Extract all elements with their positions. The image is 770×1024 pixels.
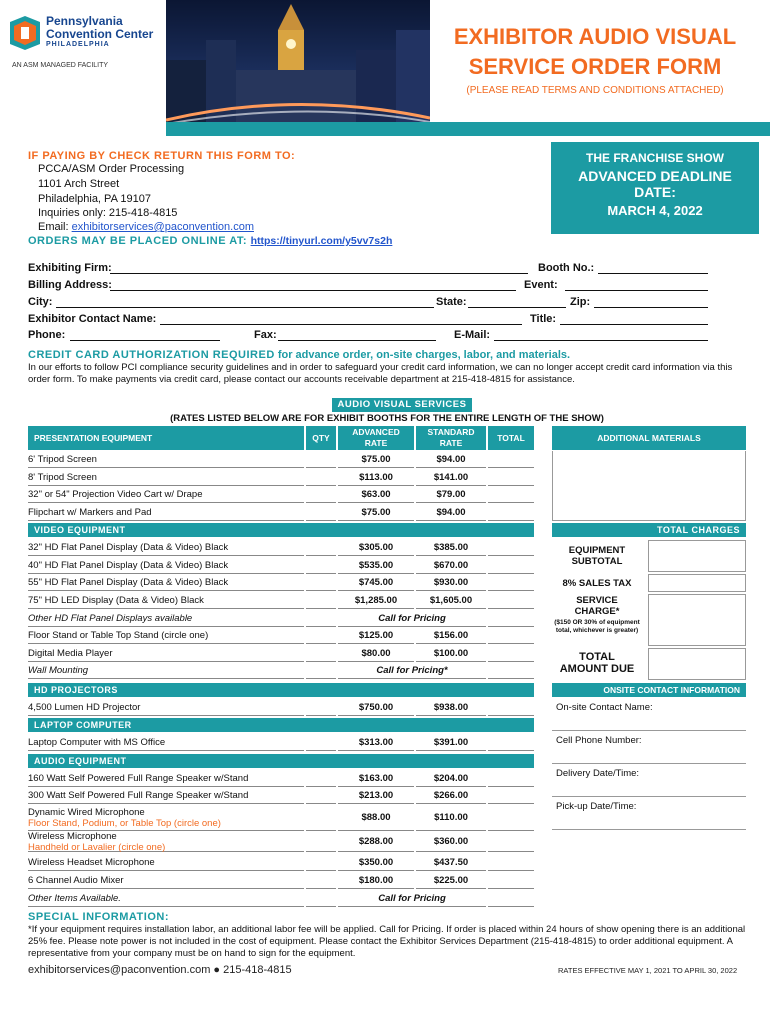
city-label: City: <box>28 296 53 308</box>
equipment-label: Digital Media Player <box>28 647 113 659</box>
service-charge-line2: CHARGE* <box>574 606 620 617</box>
total-due-box[interactable] <box>648 648 746 680</box>
email-field-label: E-Mail: <box>454 329 491 341</box>
advanced-rate: $305.00 <box>338 539 414 556</box>
show-name: THE FRANCHISE SHOW <box>586 151 724 165</box>
equipment-name <box>28 854 304 871</box>
qty-input[interactable] <box>306 592 336 609</box>
deadline-label-1: ADVANCED DEADLINE <box>578 168 732 184</box>
equipment-name <box>28 486 304 503</box>
qty-input[interactable] <box>306 787 336 804</box>
booth-input-line[interactable] <box>598 273 708 274</box>
logo-text-line3: PHILADELPHIA <box>46 41 110 48</box>
section-video: VIDEO EQUIPMENT <box>28 523 534 537</box>
equipment-label: Wall Mounting <box>28 664 89 676</box>
equipment-label: 75" HD LED Display (Data & Video) Black <box>28 594 204 606</box>
standard-rate: $79.00 <box>416 486 486 503</box>
qty-input[interactable] <box>306 539 336 556</box>
equipment-label: 6' Tripod Screen <box>28 453 97 465</box>
advanced-rate: $350.00 <box>338 854 414 871</box>
footer-rates-effective: RATES EFFECTIVE MAY 1, 2021 TO APRIL 30, 2022 <box>558 966 738 975</box>
advanced-rate: $535.00 <box>338 557 414 574</box>
row-total-input[interactable] <box>488 645 534 662</box>
advanced-rate: $313.00 <box>338 734 414 751</box>
onsite-contact-header: ONSITE CONTACT INFORMATION <box>552 683 746 697</box>
qty-input[interactable] <box>306 645 336 662</box>
state-input-line[interactable] <box>468 307 566 308</box>
logo-text-line2: Convention Center <box>46 27 154 41</box>
sales-tax-box[interactable] <box>648 574 746 592</box>
advanced-rate: $75.00 <box>338 504 414 521</box>
form-title-line1: EXHIBITOR AUDIO VISUAL <box>453 24 737 49</box>
contact-input-line[interactable] <box>160 324 522 325</box>
onsite-delivery-label: Delivery Date/Time: <box>556 768 640 779</box>
equipment-label: Wireless Headset Microphone <box>28 856 155 868</box>
equip-subtotal-label <box>552 545 642 567</box>
row-total-input[interactable] <box>488 662 534 679</box>
mail-line-4: Inquiries only: 215-418-4815 <box>38 207 178 219</box>
equipment-name <box>28 557 304 574</box>
advanced-rate: $75.00 <box>338 451 414 468</box>
phone-input-line[interactable] <box>70 340 220 341</box>
standard-rate: $156.00 <box>416 627 486 644</box>
zip-input-line[interactable] <box>594 307 708 308</box>
qty-input[interactable] <box>306 734 336 751</box>
equipment-note: Floor Stand, Podium, or Table Top (circle one) <box>28 817 221 829</box>
standard-rate: $204.00 <box>416 770 486 787</box>
equipment-name <box>28 574 304 591</box>
col-standard-line1: STANDARD <box>427 427 475 437</box>
row-total-input[interactable] <box>488 557 534 574</box>
equipment-name <box>28 890 304 907</box>
advanced-rate: $63.00 <box>338 486 414 503</box>
form-title-line2: SERVICE ORDER FORM <box>468 54 722 79</box>
qty-input[interactable] <box>306 610 336 627</box>
qty-input[interactable] <box>306 469 336 486</box>
standard-rate: $938.00 <box>416 699 486 716</box>
logo-text-line1: Pennsylvania <box>46 14 123 28</box>
special-info-body: *If your equipment requires installation labor, an additional labor fee will be applied. Call for Pricing. If order is placed within 24 hours of show opening there is an additional 25% fee. Please note power is not included in the cost of equipment. Please contact the Exhibitor Services Department (215-418-4815) to order additional equipment. A representative from your company must be on hand to sign for the equipment. <box>28 924 746 959</box>
title-label: Title: <box>530 313 557 325</box>
mail-line-1: PCCA/ASM Order Processing <box>38 163 185 175</box>
row-total-input[interactable] <box>488 854 534 871</box>
mail-line-3: Philadelphia, PA 19107 <box>38 193 151 205</box>
col-additional-header: ADDITIONAL MATERIALS <box>552 426 746 450</box>
city-night-illustration <box>166 0 430 126</box>
col-total-header: TOTAL <box>488 426 534 450</box>
total-due-line1: TOTAL <box>579 651 615 663</box>
service-charge-label <box>552 595 642 635</box>
advanced-rate: $1,285.00 <box>338 592 414 609</box>
credit-body: In our efforts to follow PCI compliance security guidelines and in order to safeguard your credit card information, we can no longer accept credit card information via this order form. To make payments via credit card, please contact our accounts receivable department at 215-418-4815 for assistance. <box>28 362 733 385</box>
equipment-name <box>28 787 304 804</box>
qty-input[interactable] <box>306 872 336 889</box>
equipment-label: 8' Tripod Screen <box>28 471 97 483</box>
col-qty-header: QTY <box>306 426 336 450</box>
billing-input-line[interactable] <box>110 290 516 291</box>
onsite-cell-field[interactable] <box>552 732 746 764</box>
additional-materials-box[interactable] <box>552 451 746 521</box>
col-standard-line2: RATE <box>439 438 463 448</box>
equipment-label: 4,500 Lumen HD Projector <box>28 701 141 713</box>
section-audio: AUDIO EQUIPMENT <box>28 754 534 768</box>
standard-rate: $670.00 <box>416 557 486 574</box>
firm-input-line[interactable] <box>110 273 528 274</box>
advanced-rate: $88.00 <box>338 805 414 831</box>
mail-line-2: 1101 Arch Street <box>38 178 120 190</box>
billing-label: Billing Address: <box>28 279 112 291</box>
online-order-label: ORDERS MAY BE PLACED ONLINE AT: <box>28 235 251 247</box>
total-due-label <box>552 651 642 675</box>
equipment-label: 6 Channel Audio Mixer <box>28 874 124 886</box>
row-total-input[interactable] <box>488 627 534 644</box>
firm-label: Exhibiting Firm: <box>28 262 112 274</box>
equipment-name <box>28 451 304 468</box>
col-advanced-header <box>338 426 414 450</box>
deadline-box <box>551 142 759 234</box>
standard-rate: $930.00 <box>416 574 486 591</box>
equipment-name <box>28 539 304 556</box>
booth-label: Booth No.: <box>538 262 595 274</box>
standard-rate: $1,605.00 <box>416 592 486 609</box>
qty-input[interactable] <box>306 662 336 679</box>
row-total-input[interactable] <box>488 770 534 787</box>
call-for-pricing: Call for Pricing <box>338 890 486 907</box>
standard-rate: $391.00 <box>416 734 486 751</box>
standard-rate: $94.00 <box>416 504 486 521</box>
pcc-logo-icon <box>10 16 40 50</box>
equipment-label: 160 Watt Self Powered Full Range Speaker w/Stand <box>28 772 249 784</box>
state-label: State: <box>436 296 467 308</box>
advanced-rate: $125.00 <box>338 627 414 644</box>
credit-heading-rest: for advance order, on-site charges, labor, and materials. <box>274 349 571 361</box>
online-order-link[interactable]: https://tinyurl.com/y5vv7s2h <box>250 235 393 247</box>
email-link[interactable]: exhibitorservices@paconvention.com <box>71 221 254 233</box>
row-total-input[interactable] <box>488 699 534 716</box>
title-input-line[interactable] <box>560 324 708 325</box>
event-input-line[interactable] <box>565 290 708 291</box>
standard-rate: $385.00 <box>416 539 486 556</box>
advanced-rate: $213.00 <box>338 787 414 804</box>
col-equipment-header: PRESENTATION EQUIPMENT <box>28 426 304 450</box>
special-info-heading: SPECIAL INFORMATION: <box>28 911 169 923</box>
check-return-heading: IF PAYING BY CHECK RETURN THIS FORM TO: <box>28 150 296 162</box>
total-due-line2: AMOUNT DUE <box>559 663 635 675</box>
onsite-pickup-field[interactable] <box>552 798 746 830</box>
standard-rate: $141.00 <box>416 469 486 486</box>
total-charges-header: TOTAL CHARGES <box>552 523 746 537</box>
row-total-input[interactable] <box>488 787 534 804</box>
advanced-rate: $288.00 <box>338 832 414 852</box>
equipment-name <box>28 832 304 852</box>
row-total-input[interactable] <box>488 805 534 831</box>
advanced-rate: $180.00 <box>338 872 414 889</box>
equipment-name <box>28 770 304 787</box>
qty-input[interactable] <box>306 557 336 574</box>
section-projectors: HD PROJECTORS <box>28 683 534 697</box>
qty-input[interactable] <box>306 504 336 521</box>
equipment-label: 55" HD Flat Panel Display (Data & Video) Black <box>28 576 229 588</box>
city-input-line[interactable] <box>56 307 434 308</box>
equipment-label: Other Items Available. <box>28 892 121 904</box>
col-advanced-line2: RATE <box>364 438 388 448</box>
call-for-pricing: Call for Pricing* <box>338 662 486 679</box>
advanced-rate: $750.00 <box>338 699 414 716</box>
onsite-pickup-label: Pick-up Date/Time: <box>556 801 637 812</box>
email-line <box>38 221 254 233</box>
qty-input[interactable] <box>306 832 336 852</box>
qty-input[interactable] <box>306 627 336 644</box>
online-order-line <box>28 235 392 247</box>
standard-rate: $110.00 <box>416 805 486 831</box>
equipment-name <box>28 627 304 644</box>
row-total-input[interactable] <box>488 890 534 907</box>
row-total-input[interactable] <box>488 469 534 486</box>
header-accent-bar <box>166 122 770 136</box>
av-services-title: AUDIO VISUAL SERVICES <box>332 398 472 412</box>
equipment-name <box>28 469 304 486</box>
qty-input[interactable] <box>306 699 336 716</box>
qty-input[interactable] <box>306 854 336 871</box>
row-total-input[interactable] <box>488 872 534 889</box>
equipment-label: 32" or 54" Projection Video Cart w/ Drape <box>28 488 203 500</box>
zip-label: Zip: <box>570 296 591 308</box>
deadline-date: MARCH 4, 2022 <box>607 203 703 218</box>
advanced-rate: $80.00 <box>338 645 414 662</box>
row-total-input[interactable] <box>488 734 534 751</box>
equipment-name <box>28 662 304 679</box>
qty-input[interactable] <box>306 770 336 787</box>
city-hall-photo <box>166 0 430 126</box>
row-total-input[interactable] <box>488 610 534 627</box>
standard-rate: $360.00 <box>416 832 486 852</box>
pcc-logo <box>10 12 160 72</box>
onsite-cell-label: Cell Phone Number: <box>556 735 642 746</box>
standard-rate: $225.00 <box>416 872 486 889</box>
advanced-rate: $745.00 <box>338 574 414 591</box>
service-charge-note: ($150 OR 30% of equipment total, whichever is greater) <box>554 619 640 634</box>
fax-input-line[interactable] <box>278 340 436 341</box>
equipment-name <box>28 805 304 831</box>
equipment-name <box>28 504 304 521</box>
equipment-label: 300 Watt Self Powered Full Range Speaker w/Stand <box>28 789 249 801</box>
qty-input[interactable] <box>306 486 336 503</box>
equip-subtotal-line1: EQUIPMENT <box>568 545 626 556</box>
equipment-label: Other HD Flat Panel Displays available <box>28 612 193 624</box>
email-label: Email: <box>38 221 72 233</box>
equipment-label: 32" HD Flat Panel Display (Data & Video) Black <box>28 541 229 553</box>
col-standard-header <box>416 426 486 450</box>
deadline-label-2: DATE: <box>634 184 676 200</box>
row-total-input[interactable] <box>488 504 534 521</box>
equipment-name <box>28 610 304 627</box>
row-total-input[interactable] <box>488 832 534 852</box>
row-total-input[interactable] <box>488 539 534 556</box>
equipment-label: Dynamic Wired Microphone <box>28 806 145 818</box>
equipment-note: Handheld or Lavalier (circle one) <box>28 841 166 853</box>
qty-input[interactable] <box>306 890 336 907</box>
onsite-name-field[interactable] <box>552 699 746 731</box>
qty-input[interactable] <box>306 451 336 468</box>
advanced-rate: $113.00 <box>338 469 414 486</box>
sales-tax-label: 8% SALES TAX <box>562 578 632 589</box>
equipment-label: 40" HD Flat Panel Display (Data & Video) Black <box>28 559 229 571</box>
section-laptop: LAPTOP COMPUTER <box>28 718 534 732</box>
row-total-input[interactable] <box>488 574 534 591</box>
credit-heading-line <box>28 349 570 361</box>
call-for-pricing: Call for Pricing <box>338 610 486 627</box>
onsite-delivery-field[interactable] <box>552 765 746 797</box>
managed-facility-text: AN ASM MANAGED FACILITY <box>12 62 109 69</box>
service-charge-line1: SERVICE <box>576 595 618 606</box>
qty-input[interactable] <box>306 574 336 591</box>
onsite-name-label: On-site Contact Name: <box>556 702 653 713</box>
equipment-label: Floor Stand or Table Top Stand (circle one) <box>28 629 209 641</box>
row-total-input[interactable] <box>488 486 534 503</box>
form-subtitle: (PLEASE READ TERMS AND CONDITIONS ATTACHED) <box>466 85 724 96</box>
av-services-subtitle: (RATES LISTED BELOW ARE FOR EXHIBIT BOOTHS FOR THE ENTIRE LENGTH OF THE SHOW) <box>170 413 604 424</box>
col-advanced-line1: ADVANCED <box>352 427 400 437</box>
equip-subtotal-line2: SUBTOTAL <box>571 556 623 567</box>
qty-input[interactable] <box>306 805 336 831</box>
email-input-line[interactable] <box>494 340 708 341</box>
standard-rate: $100.00 <box>416 645 486 662</box>
contact-label: Exhibitor Contact Name: <box>28 313 157 325</box>
standard-rate: $437.50 <box>416 854 486 871</box>
credit-heading: CREDIT CARD AUTHORIZATION REQUIRED <box>28 349 275 361</box>
equipment-name <box>28 872 304 889</box>
equipment-name <box>28 645 304 662</box>
row-total-input[interactable] <box>488 592 534 609</box>
standard-rate: $94.00 <box>416 451 486 468</box>
row-total-input[interactable] <box>488 451 534 468</box>
event-label: Event: <box>524 279 558 291</box>
service-charge-box[interactable] <box>648 594 746 646</box>
standard-rate: $266.00 <box>416 787 486 804</box>
equipment-label: Wireless Microphone <box>28 830 117 842</box>
equipment-label: Laptop Computer with MS Office <box>28 736 166 748</box>
equipment-name <box>28 734 304 751</box>
equipment-name <box>28 699 304 716</box>
equipment-label: Flipchart w/ Markers and Pad <box>28 506 152 518</box>
equip-subtotal-box[interactable] <box>648 540 746 572</box>
advanced-rate: $163.00 <box>338 770 414 787</box>
equipment-name <box>28 592 304 609</box>
phone-label: Phone: <box>28 329 66 341</box>
fax-label: Fax: <box>254 329 277 341</box>
footer-contact: exhibitorservices@paconvention.com ● 215-418-4815 <box>28 964 292 976</box>
